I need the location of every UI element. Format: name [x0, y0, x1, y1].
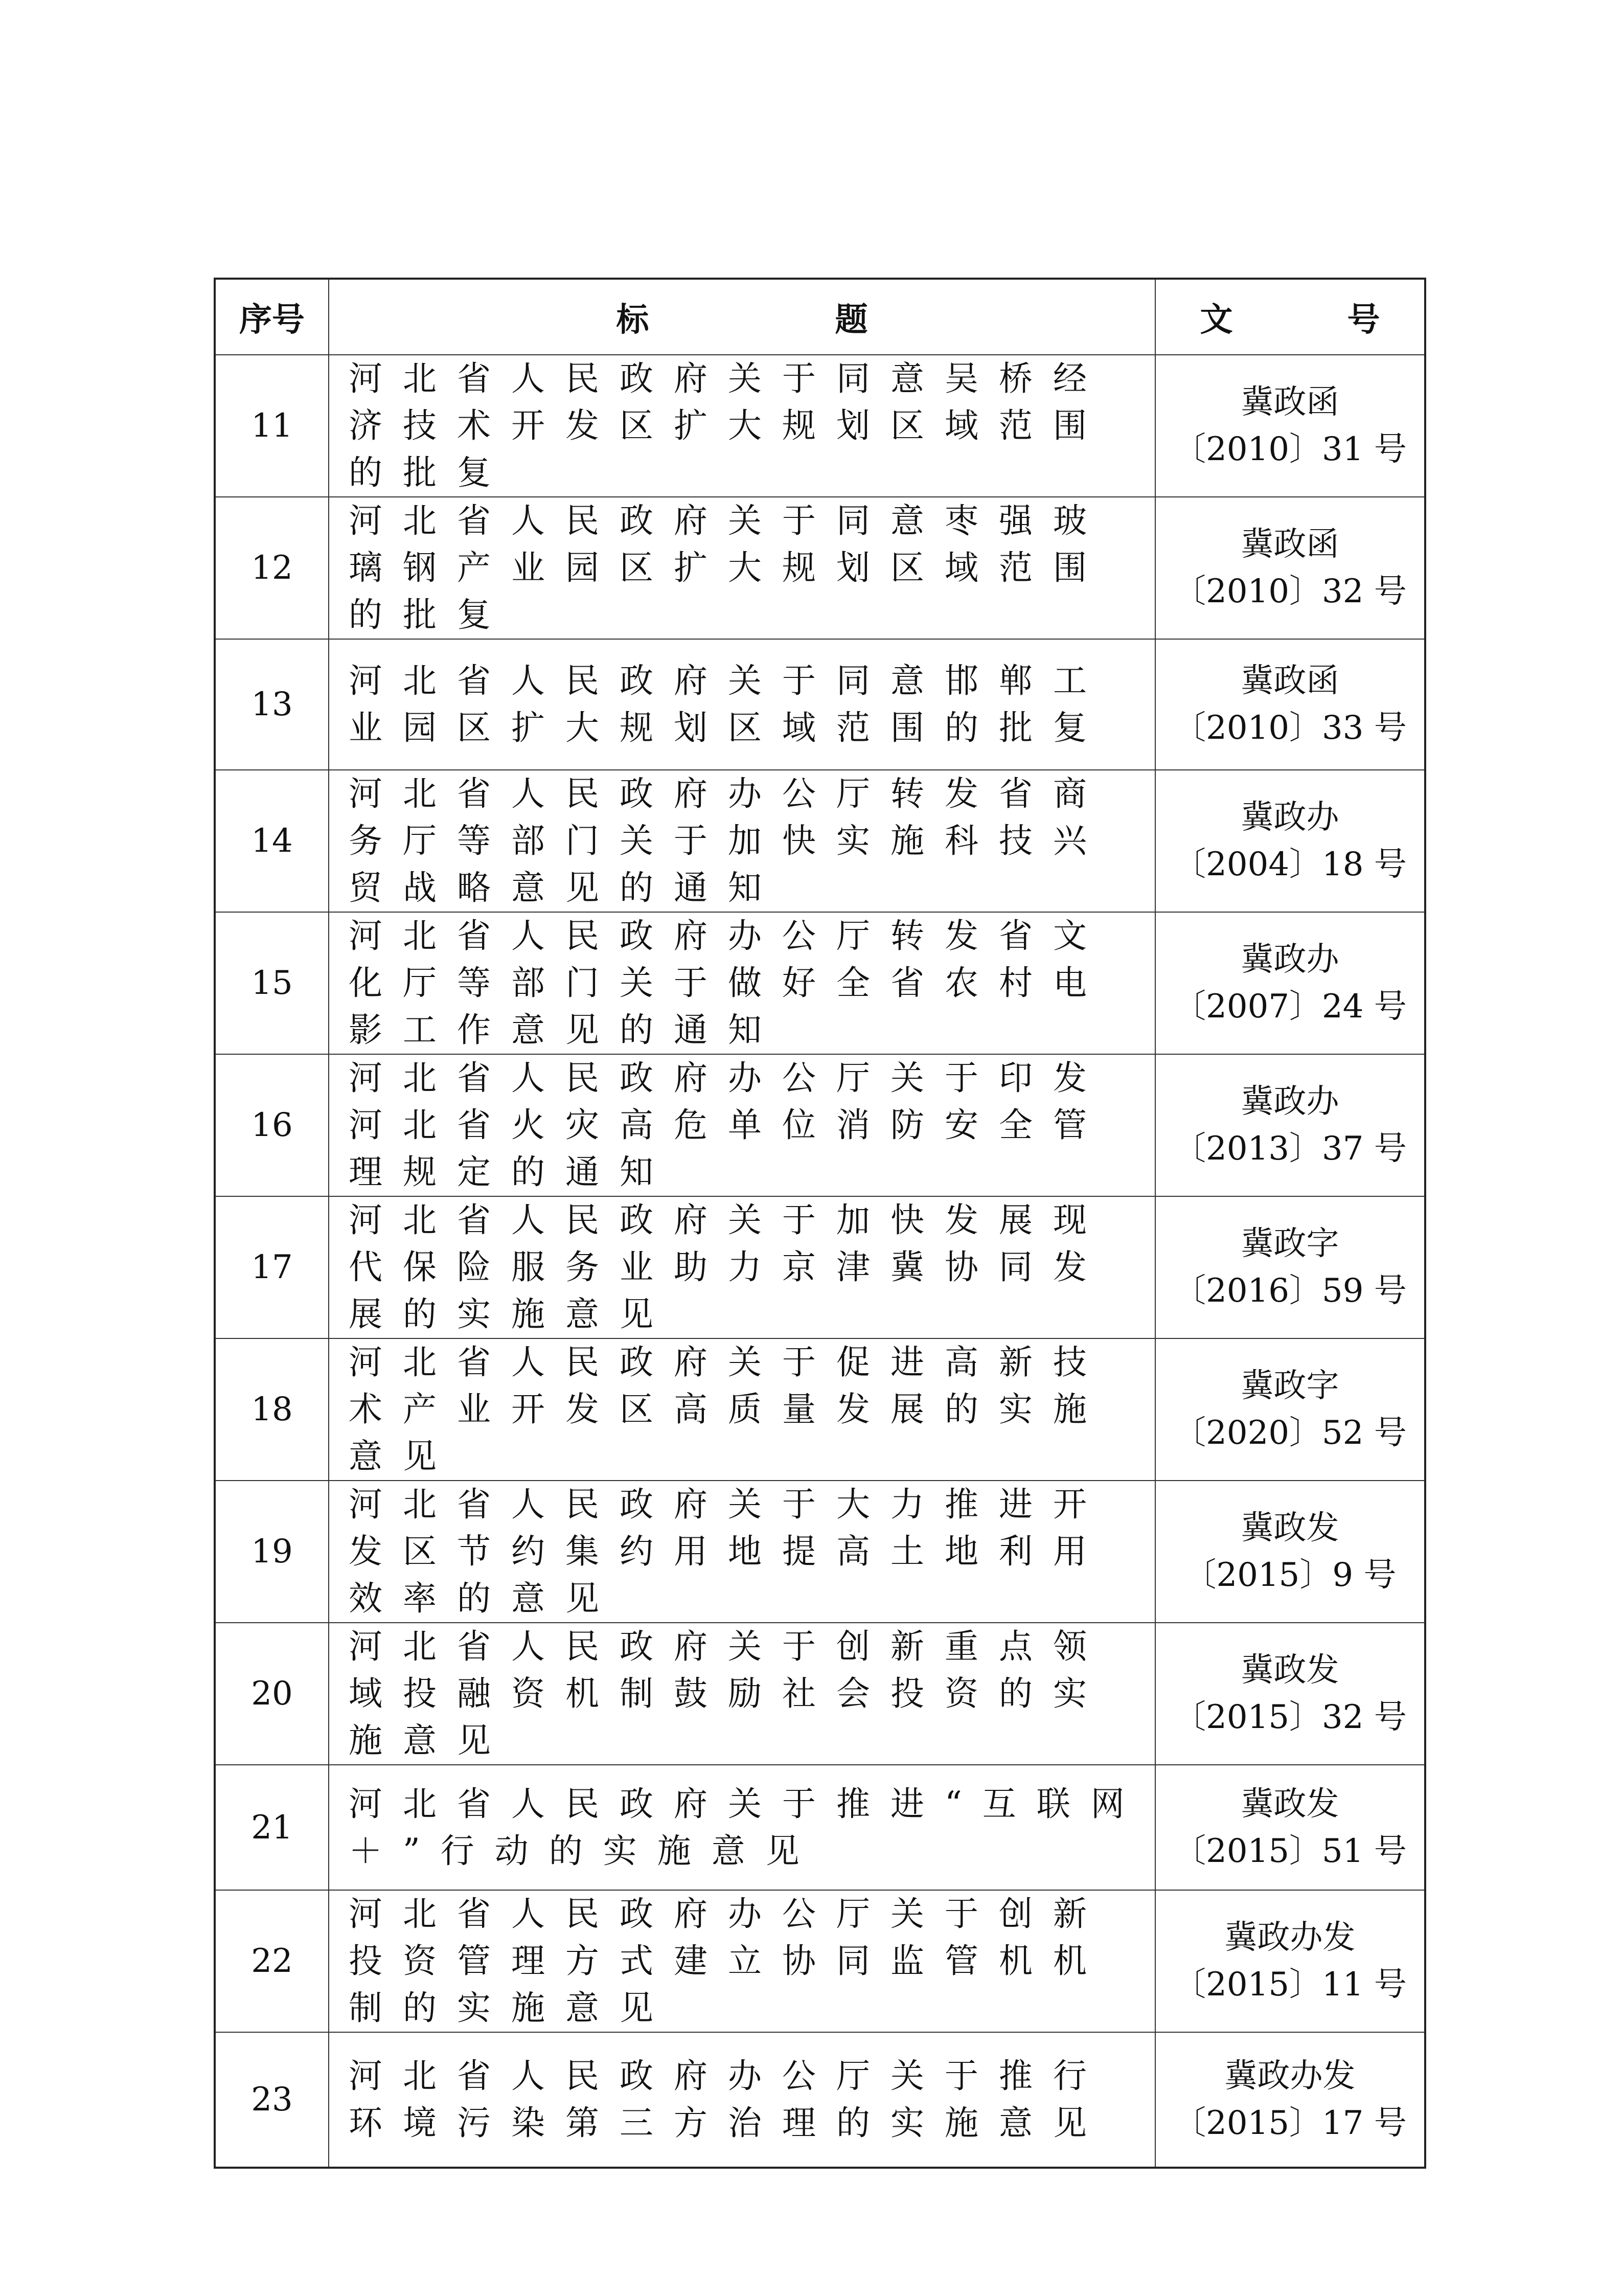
row-index: 12: [215, 497, 329, 639]
doc-prefix: 冀政办发: [1224, 1919, 1356, 1957]
row-title: 河北省人民政府关于同意邯郸工业园区扩大规划区域范围的批复: [329, 639, 1155, 770]
table-row: [215, 1054, 1425, 1196]
doc-number: 〔2016〕59 号: [1173, 1272, 1407, 1310]
row-doc-number: [1155, 1890, 1425, 2032]
table-row: [215, 1196, 1425, 1338]
table-row: [215, 1623, 1425, 1765]
row-index: 13: [215, 639, 329, 770]
row-title: 河北省人民政府办公厅关于印发河北省火灾高危单位消防安全管理规定的通知: [329, 1054, 1155, 1196]
row-title: 河北省人民政府关于同意枣强玻璃钢产业园区扩大规划区域范围的批复: [329, 497, 1155, 639]
doc-prefix: 冀政函: [1241, 526, 1339, 563]
row-title: 河北省人民政府办公厅转发省文化厅等部门关于做好全省农村电影工作意见的通知: [329, 912, 1155, 1054]
doc-prefix: 冀政办: [1241, 1083, 1339, 1121]
doc-prefix: 冀政办: [1241, 941, 1339, 979]
table-row: [215, 912, 1425, 1054]
table-row: [215, 770, 1425, 912]
doc-number: 〔2010〕31 号: [1173, 430, 1407, 468]
table-row: [215, 355, 1425, 497]
table-row: [215, 639, 1425, 770]
row-title: 河北省人民政府办公厅转发省商务厅等部门关于加快实施科技兴贸战略意见的通知: [329, 770, 1155, 912]
row-doc-number: [1155, 497, 1425, 639]
row-index: 14: [215, 770, 329, 912]
doc-number: 〔2007〕24 号: [1173, 988, 1407, 1026]
row-title: 河北省人民政府关于推进“互联网＋”行动的实施意见: [329, 1765, 1155, 1890]
doc-number: 〔2015〕32 号: [1173, 1698, 1407, 1736]
doc-prefix: 冀政函: [1241, 662, 1339, 700]
row-title: 河北省人民政府关于大力推进开发区节约集约用地提高土地利用效率的意见: [329, 1481, 1155, 1623]
row-index: 22: [215, 1890, 329, 2032]
doc-number: 〔2010〕32 号: [1173, 573, 1407, 610]
doc-prefix: 冀政发: [1241, 1785, 1339, 1823]
row-index: 19: [215, 1481, 329, 1623]
doc-number: 〔2020〕52 号: [1173, 1414, 1407, 1452]
doc-prefix: 冀政字: [1241, 1225, 1339, 1263]
row-title: 河北省人民政府办公厅关于推行环境污染第三方治理的实施意见: [329, 2032, 1155, 2168]
doc-number: 〔2015〕17 号: [1173, 2104, 1407, 2142]
document-list-table: [214, 278, 1426, 2169]
row-index: 15: [215, 912, 329, 1054]
row-doc-number: [1155, 1196, 1425, 1338]
row-index: 16: [215, 1054, 329, 1196]
table-row: [215, 1765, 1425, 1890]
row-doc-number: [1155, 1054, 1425, 1196]
row-title: 河北省人民政府关于加快发展现代保险服务业助力京津冀协同发展的实施意见: [329, 1196, 1155, 1338]
header-title: 标 题: [329, 279, 1155, 355]
row-doc-number: [1155, 355, 1425, 497]
row-title: 河北省人民政府关于促进高新技术产业开发区高质量发展的实施意见: [329, 1338, 1155, 1481]
row-title: 河北省人民政府关于创新重点领域投融资机制鼓励社会投资的实施意见: [329, 1623, 1155, 1765]
doc-number: 〔2015〕9 号: [1183, 1556, 1397, 1594]
row-index: 17: [215, 1196, 329, 1338]
header-index: 序号: [215, 279, 329, 355]
row-doc-number: [1155, 2032, 1425, 2168]
doc-number: 〔2013〕37 号: [1173, 1130, 1407, 1168]
header-doc-no: 文 号: [1155, 279, 1425, 355]
doc-prefix: 冀政字: [1241, 1367, 1339, 1405]
doc-prefix: 冀政办: [1241, 799, 1339, 836]
doc-number: 〔2015〕51 号: [1173, 1832, 1407, 1870]
doc-number: 〔2004〕18 号: [1173, 846, 1407, 883]
row-index: 21: [215, 1765, 329, 1890]
row-index: 11: [215, 355, 329, 497]
doc-number: 〔2015〕11 号: [1173, 1966, 1407, 2004]
row-doc-number: [1155, 770, 1425, 912]
row-index: 23: [215, 2032, 329, 2168]
table-row: [215, 497, 1425, 639]
row-doc-number: [1155, 639, 1425, 770]
doc-prefix: 冀政发: [1241, 1509, 1339, 1547]
doc-prefix: 冀政办发: [1224, 2057, 1356, 2095]
row-doc-number: [1155, 1338, 1425, 1481]
row-title: 河北省人民政府关于同意吴桥经济技术开发区扩大规划区域范围的批复: [329, 355, 1155, 497]
row-doc-number: [1155, 1765, 1425, 1890]
row-index: 18: [215, 1338, 329, 1481]
table-row: [215, 1481, 1425, 1623]
row-doc-number: [1155, 1481, 1425, 1623]
doc-number: 〔2010〕33 号: [1173, 709, 1407, 747]
row-title: 河北省人民政府办公厅关于创新投资管理方式建立协同监管机机制的实施意见: [329, 1890, 1155, 2032]
doc-prefix: 冀政函: [1241, 383, 1339, 421]
row-doc-number: [1155, 912, 1425, 1054]
table-header-row: [215, 279, 1425, 355]
doc-prefix: 冀政发: [1241, 1651, 1339, 1689]
row-index: 20: [215, 1623, 329, 1765]
table-row: [215, 1890, 1425, 2032]
table-row: [215, 1338, 1425, 1481]
table-row: [215, 2032, 1425, 2168]
row-doc-number: [1155, 1623, 1425, 1765]
